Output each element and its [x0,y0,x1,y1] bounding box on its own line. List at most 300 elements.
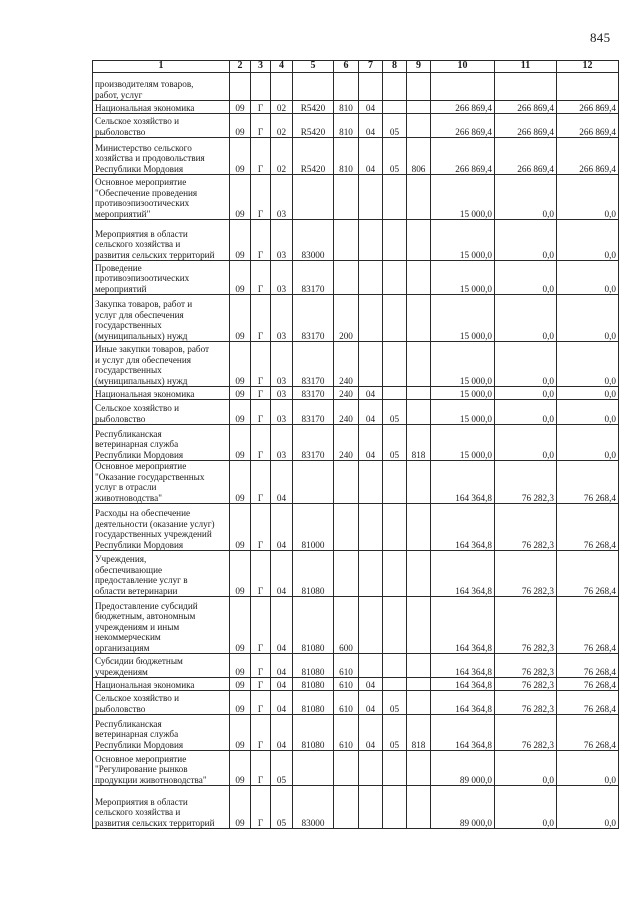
code-cell: 05 [271,786,293,829]
code-cell [407,597,431,654]
item-name-cell: Сельское хозяйство и рыболовство [93,114,230,138]
table-row [93,597,619,654]
table-row [93,461,619,504]
code-cell [334,220,359,261]
amount-cell: 0,0 [557,387,619,400]
code-cell [383,786,407,829]
code-cell: 610 [334,654,359,678]
code-cell: 240 [334,342,359,387]
budget-table [92,60,619,829]
column-header: 9 [407,61,431,73]
code-cell: 04 [271,678,293,691]
code-cell: 09 [230,461,251,504]
column-header: 7 [359,61,383,73]
amount-cell: 0,0 [557,425,619,461]
code-cell [293,461,334,504]
code-cell: 04 [271,691,293,715]
amount-cell: 0,0 [557,786,619,829]
amount-cell: 0,0 [495,220,557,261]
code-cell: 240 [334,387,359,400]
amount-cell: 76 268,4 [557,691,619,715]
code-cell: 04 [271,597,293,654]
code-cell: 02 [271,138,293,175]
code-cell [407,786,431,829]
amount-cell: 266 869,4 [431,114,495,138]
table-row [93,73,619,101]
table-row [93,295,619,342]
code-cell [359,786,383,829]
amount-cell [431,73,495,101]
code-cell: Г [251,786,271,829]
amount-cell: 266 869,4 [431,101,495,114]
code-cell: 09 [230,387,251,400]
code-cell: Г [251,220,271,261]
amount-cell: 76 282,3 [495,597,557,654]
code-cell: 05 [383,138,407,175]
column-header: 10 [431,61,495,73]
code-cell [293,73,334,101]
code-cell: 09 [230,175,251,220]
code-cell: 200 [334,295,359,342]
column-header: 5 [293,61,334,73]
code-cell [407,175,431,220]
amount-cell: 164 364,8 [431,691,495,715]
code-cell [383,678,407,691]
item-name-cell: Закупка товаров, работ и услуг для обеспечения государственных (муниципальных) нужд [93,295,230,342]
item-name-cell: Национальная экономика [93,387,230,400]
amount-cell: 15 000,0 [431,175,495,220]
code-cell: 05 [271,751,293,786]
amount-cell: 15 000,0 [431,261,495,295]
code-cell: 83000 [293,786,334,829]
code-cell: 09 [230,400,251,425]
code-cell: 03 [271,261,293,295]
code-cell: 05 [383,715,407,751]
code-cell: 83170 [293,261,334,295]
amount-cell: 0,0 [557,295,619,342]
code-cell: 03 [271,342,293,387]
code-cell: 04 [271,504,293,551]
code-cell [359,504,383,551]
code-cell: 03 [271,220,293,261]
code-cell [383,597,407,654]
code-cell: 04 [271,461,293,504]
item-name-cell: Национальная экономика [93,101,230,114]
code-cell: 09 [230,220,251,261]
code-cell: Г [251,461,271,504]
amount-cell: 0,0 [557,400,619,425]
code-cell [407,295,431,342]
amount-cell: 15 000,0 [431,387,495,400]
code-cell [407,114,431,138]
code-cell: Г [251,425,271,461]
item-name-cell: Предоставление субсидий бюджетным, автономным учреждениям и иным некоммерческим организациям [93,597,230,654]
column-header: 1 [93,61,230,73]
code-cell: 05 [383,425,407,461]
code-cell [407,751,431,786]
code-cell: 03 [271,425,293,461]
code-cell: Г [251,715,271,751]
code-cell: 81080 [293,715,334,751]
code-cell: 610 [334,715,359,751]
code-cell: 04 [359,101,383,114]
item-name-cell: Министерство сельского хозяйства и продовольствия Республики Мордовия [93,138,230,175]
code-cell [383,461,407,504]
code-cell: 05 [383,691,407,715]
code-cell [359,220,383,261]
code-cell [359,261,383,295]
code-cell [359,295,383,342]
amount-cell: 266 869,4 [557,138,619,175]
code-cell [251,73,271,101]
table-row [93,425,619,461]
table-row [93,691,619,715]
table-row [93,175,619,220]
amount-cell: 76 268,4 [557,551,619,597]
code-cell: 810 [334,114,359,138]
code-cell: 04 [359,114,383,138]
code-cell [383,654,407,678]
column-header: 4 [271,61,293,73]
code-cell: 05 [383,114,407,138]
amount-cell: 0,0 [557,342,619,387]
code-cell: 04 [271,715,293,751]
code-cell [359,461,383,504]
code-cell: 09 [230,751,251,786]
item-name-cell: Основное мероприятие "Регулирование рынков продукции животноводства" [93,751,230,786]
table-row [93,342,619,387]
code-cell: 03 [271,175,293,220]
amount-cell: 76 268,4 [557,678,619,691]
table-row [93,261,619,295]
table-row [93,504,619,551]
amount-cell: 164 364,8 [431,678,495,691]
code-cell [383,504,407,551]
code-cell: 818 [407,715,431,751]
code-cell: 04 [271,654,293,678]
code-cell: 09 [230,715,251,751]
code-cell: 83170 [293,425,334,461]
amount-cell: 0,0 [495,342,557,387]
amount-cell: 76 282,3 [495,678,557,691]
code-cell [383,261,407,295]
code-cell [359,751,383,786]
code-cell: 240 [334,425,359,461]
table-row [93,114,619,138]
amount-cell: 76 268,4 [557,461,619,504]
amount-cell: 76 268,4 [557,504,619,551]
code-cell [407,691,431,715]
code-cell [334,751,359,786]
code-cell: 83170 [293,387,334,400]
table-row [93,654,619,678]
code-cell: Г [251,751,271,786]
code-cell [407,504,431,551]
code-cell [230,73,251,101]
code-cell [383,387,407,400]
page-number: 845 [590,30,611,45]
item-name-cell: Сельское хозяйство и рыболовство [93,400,230,425]
code-cell: 09 [230,342,251,387]
amount-cell: 0,0 [495,786,557,829]
item-name-cell: Основное мероприятие "Оказание государственных услуг в отрасли животноводства" [93,461,230,504]
table-row [93,101,619,114]
code-cell: Г [251,261,271,295]
code-cell: 04 [359,387,383,400]
table-body [93,73,619,829]
code-cell [334,261,359,295]
column-header: 12 [557,61,619,73]
table-row [93,551,619,597]
code-cell: 600 [334,597,359,654]
header-row [93,61,619,73]
code-cell [383,73,407,101]
code-cell: 240 [334,400,359,425]
table-row [93,387,619,400]
code-cell: 810 [334,138,359,175]
item-name-cell: производителям товаров, работ, услуг [93,73,230,101]
code-cell: 810 [334,101,359,114]
code-cell [407,654,431,678]
code-cell: 610 [334,678,359,691]
code-cell: 04 [359,425,383,461]
code-cell: 09 [230,101,251,114]
code-cell: 83000 [293,220,334,261]
code-cell [383,551,407,597]
code-cell: 09 [230,295,251,342]
code-cell: R5420 [293,101,334,114]
code-cell: Г [251,101,271,114]
amount-cell: 266 869,4 [431,138,495,175]
code-cell [407,101,431,114]
code-cell [407,461,431,504]
code-cell: 81080 [293,551,334,597]
code-cell: 09 [230,678,251,691]
amount-cell: 0,0 [495,387,557,400]
amount-cell: 266 869,4 [495,101,557,114]
item-name-cell: Расходы на обеспечение деятельности (оказание услуг) государственных учреждений Республики Мордовия [93,504,230,551]
code-cell: Г [251,400,271,425]
item-name-cell: Мероприятия в области сельского хозяйства и развития сельских территорий [93,220,230,261]
code-cell [334,786,359,829]
item-name-cell: Учреждения, обеспечивающие предоставление услуг в области ветеринарии [93,551,230,597]
code-cell: 81080 [293,678,334,691]
item-name-cell: Сельское хозяйство и рыболовство [93,691,230,715]
code-cell [407,220,431,261]
table-row [93,786,619,829]
code-cell: Г [251,691,271,715]
code-cell [407,400,431,425]
column-header: 6 [334,61,359,73]
amount-cell: 0,0 [495,425,557,461]
code-cell [359,73,383,101]
code-cell: 09 [230,138,251,175]
code-cell: Г [251,175,271,220]
amount-cell: 164 364,8 [431,504,495,551]
amount-cell: 164 364,8 [431,461,495,504]
column-header: 3 [251,61,271,73]
code-cell: 03 [271,295,293,342]
code-cell: 09 [230,114,251,138]
amount-cell: 0,0 [557,751,619,786]
code-cell: 83170 [293,295,334,342]
code-cell: 81080 [293,691,334,715]
amount-cell: 76 282,3 [495,691,557,715]
item-name-cell: Мероприятия в области сельского хозяйства и развития сельских территорий [93,786,230,829]
table-row [93,400,619,425]
code-cell: 81000 [293,504,334,551]
code-cell: 09 [230,551,251,597]
code-cell: 09 [230,504,251,551]
column-header: 8 [383,61,407,73]
code-cell: 05 [383,400,407,425]
code-cell: 81080 [293,597,334,654]
code-cell [407,261,431,295]
amount-cell: 266 869,4 [495,114,557,138]
code-cell: 04 [359,678,383,691]
table-row [93,678,619,691]
amount-cell: 0,0 [495,261,557,295]
amount-cell: 76 282,3 [495,461,557,504]
code-cell [383,751,407,786]
code-cell: Г [251,654,271,678]
table-row [93,751,619,786]
code-cell [407,342,431,387]
amount-cell: 89 000,0 [431,751,495,786]
code-cell: 610 [334,691,359,715]
table-row [93,715,619,751]
code-cell: Г [251,342,271,387]
code-cell: Г [251,387,271,400]
amount-cell: 0,0 [495,175,557,220]
amount-cell: 0,0 [495,295,557,342]
amount-cell: 0,0 [495,751,557,786]
code-cell: R5420 [293,138,334,175]
amount-cell [557,73,619,101]
code-cell [383,175,407,220]
code-cell: Г [251,678,271,691]
code-cell: 02 [271,114,293,138]
item-name-cell: Основное мероприятие "Обеспечение проведения противоэпизоотических мероприятий" [93,175,230,220]
amount-cell: 164 364,8 [431,715,495,751]
code-cell [271,73,293,101]
code-cell: Г [251,504,271,551]
code-cell [383,295,407,342]
code-cell [359,597,383,654]
code-cell [359,551,383,597]
code-cell: 04 [271,551,293,597]
code-cell: 83170 [293,400,334,425]
code-cell [359,342,383,387]
code-cell: 818 [407,425,431,461]
code-cell [334,175,359,220]
amount-cell: 266 869,4 [495,138,557,175]
item-name-cell: Субсидии бюджетным учреждениям [93,654,230,678]
code-cell: 09 [230,691,251,715]
amount-cell: 0,0 [557,175,619,220]
item-name-cell: Республиканская ветеринарная служба Республики Мордовия [93,425,230,461]
code-cell [293,175,334,220]
amount-cell: 0,0 [495,400,557,425]
amount-cell: 76 282,3 [495,715,557,751]
code-cell [383,342,407,387]
amount-cell: 15 000,0 [431,400,495,425]
amount-cell: 76 268,4 [557,597,619,654]
code-cell: 03 [271,387,293,400]
code-cell [407,551,431,597]
code-cell: 09 [230,597,251,654]
amount-cell: 15 000,0 [431,295,495,342]
code-cell [407,73,431,101]
code-cell: 04 [359,138,383,175]
code-cell [334,73,359,101]
column-header: 11 [495,61,557,73]
code-cell: 04 [359,400,383,425]
code-cell: 03 [271,400,293,425]
code-cell [293,751,334,786]
amount-cell: 76 282,3 [495,504,557,551]
amount-cell: 15 000,0 [431,342,495,387]
code-cell [334,461,359,504]
item-name-cell: Проведение противоэпизоотических мероприятий [93,261,230,295]
code-cell [359,175,383,220]
code-cell [383,220,407,261]
amount-cell: 76 282,3 [495,551,557,597]
code-cell: Г [251,138,271,175]
code-cell: Г [251,295,271,342]
amount-cell: 164 364,8 [431,551,495,597]
item-name-cell: Иные закупки товаров, работ и услуг для обеспечения государственных (муниципальных) нужд [93,342,230,387]
amount-cell: 15 000,0 [431,220,495,261]
item-name-cell: Национальная экономика [93,678,230,691]
code-cell [359,654,383,678]
amount-cell: 0,0 [557,261,619,295]
code-cell: 04 [359,691,383,715]
amount-cell: 266 869,4 [557,114,619,138]
table-header [93,61,619,73]
code-cell: 806 [407,138,431,175]
code-cell: Г [251,551,271,597]
code-cell: R5420 [293,114,334,138]
code-cell: 81080 [293,654,334,678]
column-header: 2 [230,61,251,73]
code-cell: 09 [230,786,251,829]
amount-cell: 76 268,4 [557,654,619,678]
code-cell [334,551,359,597]
table-row [93,220,619,261]
item-name-cell: Республиканская ветеринарная служба Республики Мордовия [93,715,230,751]
code-cell: 09 [230,654,251,678]
code-cell: 04 [359,715,383,751]
code-cell: Г [251,114,271,138]
amount-cell: 89 000,0 [431,786,495,829]
amount-cell: 266 869,4 [557,101,619,114]
code-cell: 02 [271,101,293,114]
amount-cell [495,73,557,101]
code-cell: Г [251,597,271,654]
amount-cell: 164 364,8 [431,597,495,654]
amount-cell: 76 268,4 [557,715,619,751]
code-cell: 09 [230,425,251,461]
amount-cell: 164 364,8 [431,654,495,678]
code-cell [407,387,431,400]
amount-cell: 0,0 [557,220,619,261]
code-cell: 83170 [293,342,334,387]
code-cell: 09 [230,261,251,295]
amount-cell: 15 000,0 [431,425,495,461]
code-cell [407,678,431,691]
code-cell [334,504,359,551]
